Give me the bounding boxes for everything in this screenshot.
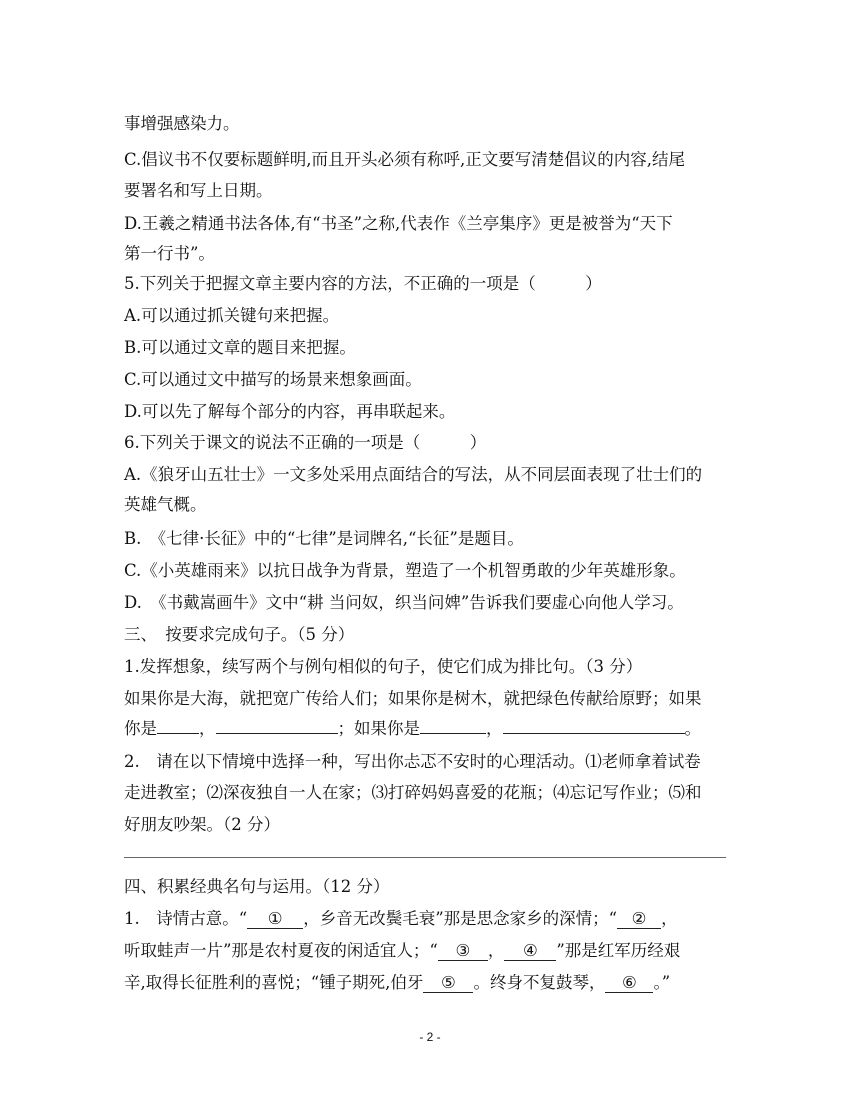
fill-text: 。 xyxy=(684,719,701,738)
text-line: 要署名和写上日期。 xyxy=(124,181,273,200)
page-number: - 2 - xyxy=(419,1030,441,1044)
option-c: C.可以通过文中描写的场景来想象画面。 xyxy=(124,370,422,389)
option-d: D.可以先了解每个部分的内容，再串联起来。 xyxy=(124,402,456,421)
section-4-heading: 四、积累经典名句与运用。（12 分） xyxy=(124,877,390,896)
option-b: B. 《七律·长征》中的“七律”是词牌名,“长征”是题目。 xyxy=(124,529,524,548)
answer-blank[interactable] xyxy=(157,733,199,734)
answer-blank-1[interactable]: ① xyxy=(247,910,303,929)
answer-blank[interactable] xyxy=(503,733,685,734)
fill-text: ；如果你是 xyxy=(337,719,420,738)
section-3-heading: 三、 按要求完成句子。（5 分） xyxy=(124,625,355,644)
fill-text: ， xyxy=(487,941,505,960)
fill-text: 。终身不复鼓琴， xyxy=(473,973,606,992)
poem-line-1 xyxy=(124,908,744,930)
fill-text: 。” xyxy=(653,973,671,992)
answer-line[interactable] xyxy=(124,857,726,858)
poem-line-3 xyxy=(124,972,744,994)
fill-text: 辛,取得长征胜利的喜悦；“锺子期死,伯牙 xyxy=(124,973,424,992)
answer-blank[interactable] xyxy=(216,733,338,734)
option-c: C.《小英雄雨来》以抗日战争为背景，塑造了一个机智勇敢的少年英雄形象。 xyxy=(124,561,686,580)
fill-text: 你是 xyxy=(124,719,157,738)
answer-blank-4[interactable]: ④ xyxy=(504,942,556,961)
answer-blank-6[interactable]: ⑥ xyxy=(605,974,653,993)
example-sentence: 如果你是大海，就把宽广传给人们；如果你是树木，就把绿色传献给原野；如果 xyxy=(124,689,702,708)
text-line: 好朋友吵架。（2 分） xyxy=(124,815,280,834)
fill-text: ，乡音无改鬓毛衰”那是思念家乡的深情；“ xyxy=(303,909,618,928)
fill-text: 1. 诗情古意。“ xyxy=(124,909,248,928)
fill-text: 听取蛙声一片”那是农村夏夜的闲适宜人；“ xyxy=(124,941,438,960)
option-a: A.《狼牙山五壮士》一文多处采用点面结合的写法，从不同层面表现了壮士们的 xyxy=(124,465,703,484)
poem-line-2 xyxy=(124,940,744,962)
option-a: A.可以通过抓关键句来把握。 xyxy=(124,306,340,325)
question-5: 5.下列关于把握文章主要内容的方法，不正确的一项是（ ） xyxy=(124,274,602,293)
text-line: 第一行书”。 xyxy=(124,244,215,263)
fill-text: ”那是红军历经艰 xyxy=(556,941,681,960)
fill-text: ， xyxy=(661,909,678,928)
text-line: C.倡议书不仅要标题鲜明,而且开头必须有称呼,正文要写清楚倡议的内容,结尾 xyxy=(124,150,686,169)
text-line: 事增强感染力。 xyxy=(124,114,240,133)
text-line: 走进教室；⑵深夜独自一人在家；⑶打碎妈妈喜爱的花瓶；⑷忘记写作业；⑸和 xyxy=(124,783,702,802)
text-line: 英雄气概。 xyxy=(124,495,207,514)
fill-text: ， xyxy=(486,719,503,738)
question-6: 6.下列关于课文的说法不正确的一项是（ ） xyxy=(124,433,487,452)
answer-blank[interactable] xyxy=(420,733,486,734)
question-3-1: 1.发挥想象，续写两个与例句相似的句子，使它们成为排比句。（3 分） xyxy=(124,657,643,676)
fill-in-line xyxy=(124,718,744,740)
fill-text: ， xyxy=(199,719,216,738)
option-b: B.可以通过文章的题目来把握。 xyxy=(124,338,356,357)
question-3-2: 2. 请在以下情境中选择一种，写出你忐忑不安时的心理活动。⑴老师拿着试卷 xyxy=(124,752,701,771)
option-d: D. 《书戴嵩画牛》文中“耕 当问奴，织当问婢”告诉我们要虚心向他人学习。 xyxy=(124,593,684,612)
answer-blank-2[interactable]: ② xyxy=(617,910,661,929)
answer-blank-5[interactable]: ⑤ xyxy=(423,974,473,993)
text-line: D.王羲之精通书法各体,有“书圣”之称,代表作《兰亭集序》更是被誉为“天下 xyxy=(124,214,673,233)
answer-blank-3[interactable]: ③ xyxy=(438,942,488,961)
